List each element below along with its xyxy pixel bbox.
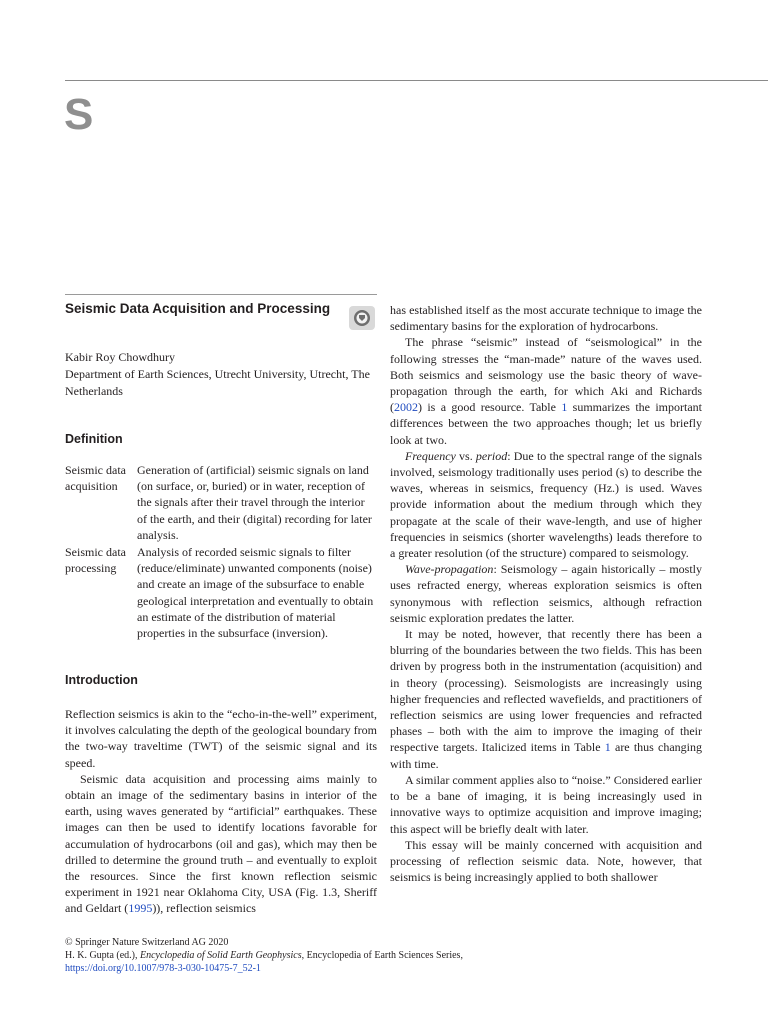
definition-heading: Definition xyxy=(65,432,123,446)
paragraph xyxy=(390,448,702,561)
citation xyxy=(65,949,705,962)
text-span: : Due to the spectral range of the signals involved, seismology traditionally uses period (s) to describe the waves, whereas in seismics, frequency (Hz.) is used. Waves provide information about the medium through which they propagate at the scale of their wave-length, and use of higher frequencies in seismics (shorter wavelengths) leads therefore to a greater resolution (of the structure) compared to seismology. xyxy=(390,448,702,561)
text-span: : Seismology – again historically – mostly uses refracted energy, whereas exploration seismics is often synonymous with reflection seismics, although refraction seismic exploration predates the latter. xyxy=(390,562,702,625)
text-span: summarizes the important differences between the two approaches though; let us briefly look at two. xyxy=(390,400,702,447)
author-block xyxy=(65,349,377,400)
left-column xyxy=(65,706,377,917)
italic-term: Wave-propagation xyxy=(405,562,494,577)
definition-item xyxy=(65,462,377,543)
table-link[interactable]: 1 xyxy=(604,740,611,755)
table-link[interactable]: 1 xyxy=(561,400,568,415)
top-rule xyxy=(65,80,768,81)
text-span: It may be noted, however, that recently there has been a blurring of the boundaries between the two fields. This has been driven by progress both in the instrumentation (acquisition) and in theory (processing). Seismologists are increasingly using higher frequencies and reflected wavefields, and practitioners of reflection seismics are using lower frequencies and refracted phases – both with the aim to improve the imaging of their respective targets. Italicized items in Table xyxy=(390,627,702,755)
citation-link[interactable]: 2002 xyxy=(394,400,418,415)
introduction-heading: Introduction xyxy=(65,673,138,687)
text-span: are thus changing with time. xyxy=(390,740,703,771)
text-span: The phrase “seismic” instead of “seismological” in the following stresses the “man-made” nature of the waves used. Both seismics and seismology use the basic theory of wave-propagation through the earth, for which Aki and Richards ( xyxy=(390,335,702,415)
right-column xyxy=(390,302,702,885)
paragraph: This essay will be mainly concerned with acquisition and processing of reflection seismic data. Note, however, that seismics is being increasingly applied to both shallower xyxy=(390,837,702,885)
author-name: Kabir Roy Chowdhury xyxy=(65,350,175,364)
italic-term: Frequency xyxy=(405,448,456,463)
text-span: vs. xyxy=(455,448,476,463)
paragraph: Reflection seismics is akin to the “echo-in-the-well” experiment, it involves calculating the depth of the geological boundary from the two-way traveltime (TWT) of the seismic signal and its speed. xyxy=(65,707,377,770)
section-letter: S xyxy=(64,90,94,139)
definition-list xyxy=(65,462,377,642)
text-span: )), reflection seismics xyxy=(152,901,256,916)
doi-link[interactable]: https://doi.org/10.1007/978-3-030-10475-7_52-1 xyxy=(65,963,261,974)
italic-term: period xyxy=(475,448,508,463)
text-span: H. K. Gupta (ed.), xyxy=(65,950,140,961)
paragraph xyxy=(390,561,702,626)
copyright: © Springer Nature Switzerland AG 2020 xyxy=(65,937,229,948)
definition-text: Generation of (artificial) seismic signals on land (on surface, or, buried) or in water, reception of the signals after their travel through the interior of the earth, and their (digital) recording for later analysis. xyxy=(137,463,372,542)
title-rule xyxy=(65,294,377,295)
book-title: Encyclopedia of Solid Earth Geophysics xyxy=(139,950,302,961)
paragraph: has established itself as the most accurate technique to image the sedimentary basins for the exploration of hydrocarbons. xyxy=(390,303,702,334)
footer xyxy=(65,936,705,975)
definition-item xyxy=(65,544,377,641)
paragraph xyxy=(65,771,377,917)
crossmark-icon[interactable] xyxy=(349,306,375,330)
text-span: Seismic data acquisition and processing aims mainly to obtain an image of the sedimentary basins in interior of the earth, using waves generated by “artificial” earthquakes. These images can then be used to identify locations favorable for accumulation of hydrocarbons (oil and gas), which may then be drilled to determine the ground truth – and eventually to exploit the resources. Since the first known reflection seismic experiment in 1921 near Oklahoma City, USA (Fig. 1.3, Sheriff and Geldart ( xyxy=(65,771,377,916)
paragraph xyxy=(390,334,702,447)
text-span: ) is a good resource. Table xyxy=(418,400,562,415)
citation-link[interactable]: 1995 xyxy=(128,901,153,916)
article-title: Seismic Data Acquisition and Processing xyxy=(65,301,331,316)
text-span: , Encyclopedia of Earth Sciences Series, xyxy=(301,950,463,961)
definition-term: Seismic data processing xyxy=(65,545,126,576)
definition-term: Seismic data acquisition xyxy=(65,463,126,494)
paragraph: A similar comment applies also to “noise.” Considered earlier to be a bane of imaging, it is being increasingly used in innovative ways to optimize acquisition and improve imaging; this aspect will be briefly dealt with later. xyxy=(390,772,702,836)
paragraph xyxy=(390,626,702,772)
definition-text: Analysis of recorded seismic signals to filter (reduce/eliminate) unwanted components (noise) and create an image of the subsurface to enable geological interpretation and eventually to obtain an estimate of the distribution of material properties in the subsurface (inversion). xyxy=(137,545,374,641)
author-affiliation: Department of Earth Sciences, Utrecht University, Utrecht, The Netherlands xyxy=(65,367,370,398)
